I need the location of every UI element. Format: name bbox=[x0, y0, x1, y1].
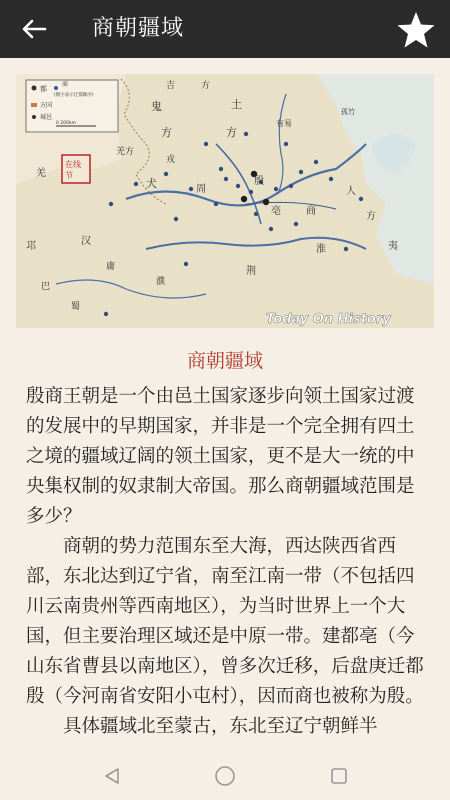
circle-home-icon bbox=[214, 765, 236, 787]
app-bar bbox=[0, 0, 450, 58]
svg-text:商: 商 bbox=[306, 206, 316, 217]
legend-country: 方国 bbox=[40, 102, 53, 109]
svg-text:土: 土 bbox=[231, 98, 242, 111]
svg-text:在线: 在线 bbox=[65, 160, 81, 169]
svg-text:荆: 荆 bbox=[246, 266, 256, 277]
legend-capital: 都 bbox=[40, 85, 47, 93]
triangle-back-icon bbox=[102, 766, 122, 786]
svg-text:汉: 汉 bbox=[81, 236, 91, 247]
nav-back-button[interactable] bbox=[98, 762, 126, 790]
svg-text:亳: 亳 bbox=[271, 206, 281, 217]
svg-text:羌: 羌 bbox=[36, 168, 46, 179]
system-nav-bar bbox=[0, 750, 450, 800]
svg-text:羌方: 羌方 bbox=[116, 147, 135, 157]
svg-text:夷: 夷 bbox=[388, 241, 398, 252]
map-watermark: Today On History bbox=[266, 312, 391, 327]
svg-text:淮: 淮 bbox=[316, 244, 326, 255]
nav-home-button[interactable] bbox=[211, 762, 239, 790]
article-paragraph-2: 商朝的势力范围东至大海，西达陕西省西部，东北达到辽宁省，南至江南一带（不包括四川云南贵州等西南地区），为当时世界上一个大国，但主要治理区域还是中原一带。建都亳（今山东省曹县以南地区），曾多次迁移，后盘庚迁都殷（今河南省安阳小屯村），因而商也被称为殷。 bbox=[26, 536, 424, 707]
svg-text:人: 人 bbox=[346, 186, 356, 197]
svg-text:吉: 吉 bbox=[166, 81, 176, 91]
svg-text:方: 方 bbox=[201, 81, 211, 91]
svg-text:方: 方 bbox=[161, 126, 172, 139]
svg-text:濮: 濮 bbox=[156, 277, 166, 287]
svg-text:殷: 殷 bbox=[254, 176, 264, 187]
image-caption: 商朝疆域 bbox=[186, 350, 263, 372]
svg-text:蜀: 蜀 bbox=[71, 302, 81, 312]
svg-text:巴: 巴 bbox=[41, 282, 51, 292]
square-recents-icon bbox=[329, 766, 349, 786]
svg-text:方: 方 bbox=[226, 126, 237, 139]
nav-recents-button[interactable] bbox=[325, 762, 353, 790]
article-paragraph-1: 殷商王朝是一个由邑土国家逐步向领土国家过渡的发展中的早期国家，并非是一个完全拥有四土之境的疆域辽阔的领土国家，更不是大一统的中央集权制的奴隶制大帝国。那么商朝疆域范围是多少？ bbox=[26, 386, 415, 527]
back-button[interactable] bbox=[18, 14, 50, 44]
legend-scale: 0 200km bbox=[56, 121, 76, 126]
arrow-left-icon bbox=[21, 18, 47, 40]
legend-city: 城邑 bbox=[40, 114, 53, 121]
svg-text:有易: 有易 bbox=[276, 119, 292, 128]
shang-territory-map bbox=[16, 74, 434, 328]
svg-text:鬼: 鬼 bbox=[151, 100, 162, 113]
article-paragraph-3: 具体疆域北至蒙古，东北至辽宁朝鲜半 bbox=[63, 716, 378, 737]
article-body bbox=[26, 382, 428, 742]
svg-text:周: 周 bbox=[196, 184, 206, 195]
svg-text:庸: 庸 bbox=[106, 262, 116, 272]
svg-text:犬: 犬 bbox=[146, 177, 157, 190]
svg-text:戎: 戎 bbox=[166, 155, 176, 165]
map-drawing bbox=[16, 74, 434, 328]
star-icon bbox=[396, 11, 436, 49]
svg-text:节: 节 bbox=[65, 171, 73, 180]
svg-text:方: 方 bbox=[366, 211, 376, 222]
page-title: 商朝疆域 bbox=[92, 16, 185, 41]
legend-capital-sub: (数字表示迁都顺序) bbox=[54, 93, 94, 98]
favorite-button[interactable] bbox=[396, 10, 436, 50]
svg-text:商: 商 bbox=[62, 81, 69, 88]
svg-text:邛: 邛 bbox=[26, 241, 36, 252]
svg-text:孤竹: 孤竹 bbox=[341, 108, 355, 116]
